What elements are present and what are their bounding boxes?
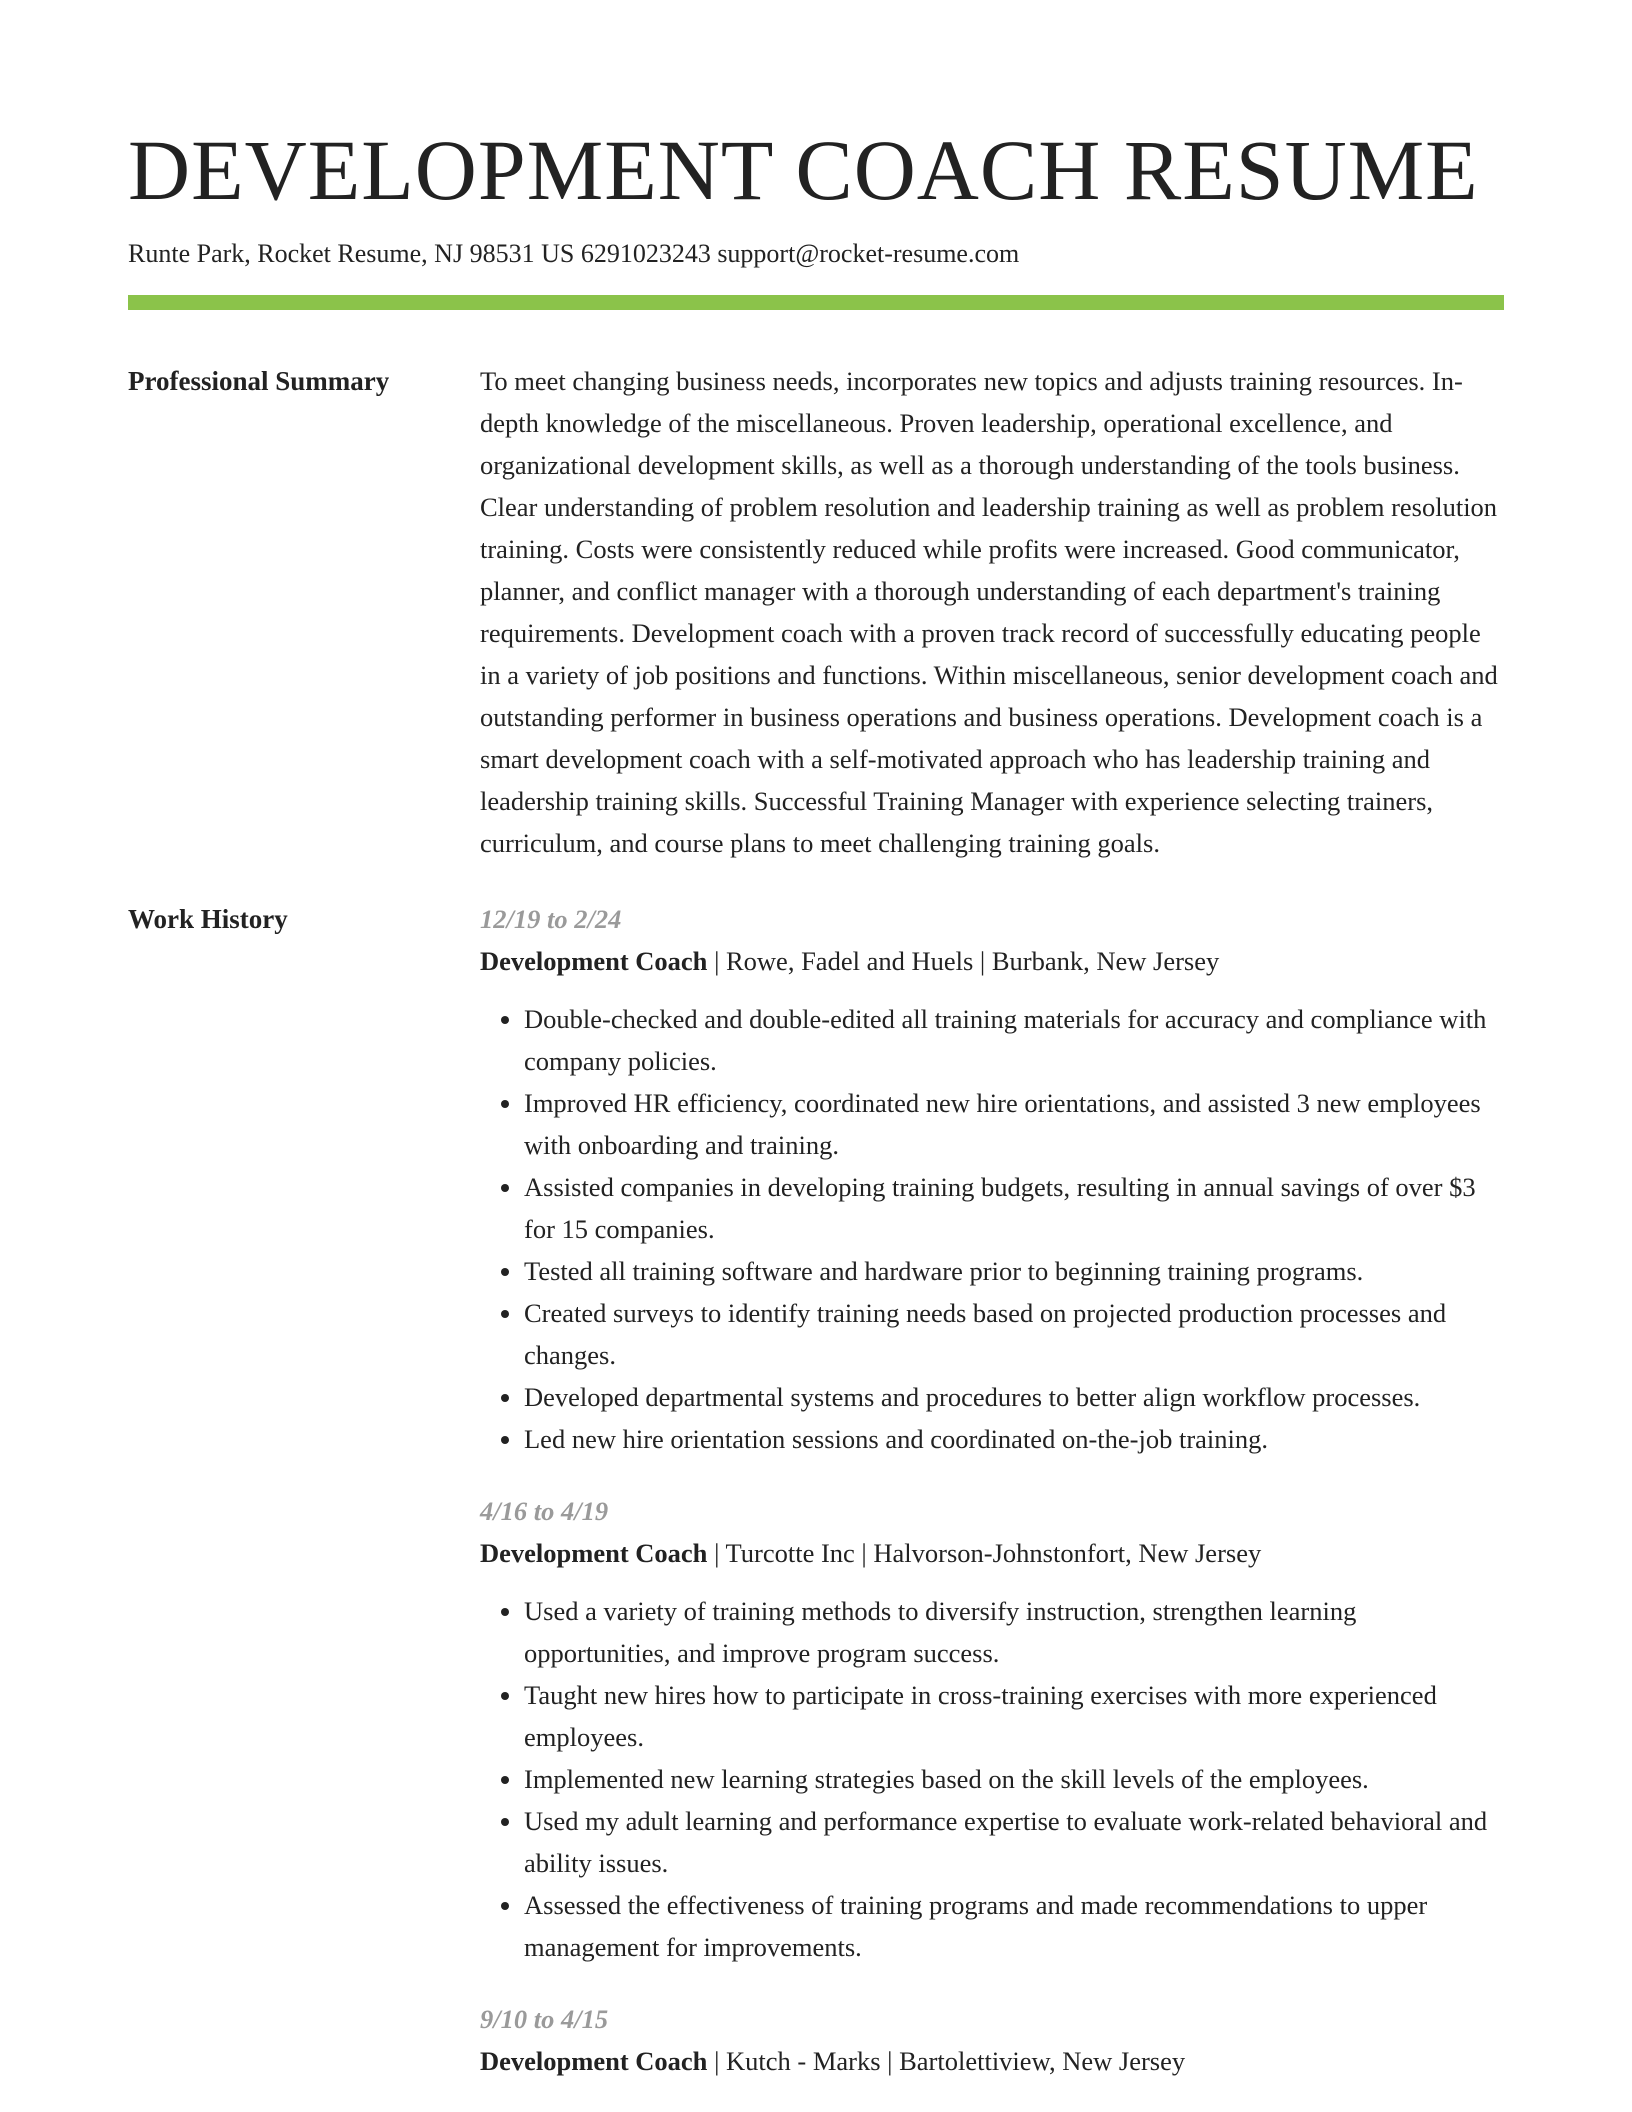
work-history-section	[128, 898, 1504, 2082]
job-duty: • Led new hire orientation sessions and coordinated on-the-job training.	[524, 1418, 1504, 1460]
resume-title: DEVELOPMENT COACH RESUME	[128, 122, 1479, 218]
job-duty: • Implemented new learning strategies based on the skill levels of the employees.	[524, 1758, 1504, 1800]
contact-email: support@rocket-resume.com	[717, 239, 1020, 268]
job-duty: • Tested all training software and hardware prior to beginning training programs.	[524, 1250, 1504, 1292]
job-duty: • Taught new hires how to participate in cross-training exercises with more experienced employees.	[524, 1674, 1504, 1758]
job-title: Development Coach	[480, 1538, 708, 1568]
job-details: | Kutch - Marks | Bartolettiview, New Jersey	[707, 2046, 1186, 2076]
job-duty: • Used my adult learning and performance expertise to evaluate work-related behavioral and ability issues.	[524, 1800, 1504, 1884]
job-heading	[480, 1532, 1504, 1574]
job-title: Development Coach	[480, 946, 708, 976]
job-duty: • Created surveys to identify training needs based on projected production processes and changes.	[524, 1292, 1504, 1376]
job-duties-list	[480, 1590, 1504, 1968]
contact-line	[128, 236, 1504, 272]
job-heading	[480, 2040, 1504, 2082]
summary-text: To meet changing business needs, incorporates new topics and adjusts training resources. In-depth knowledge of the miscellaneous. Proven leadership, operational excellence, and organizational development skills, as well as a thorough understanding of the tools business. Clear understanding of problem resolution and leadership training as well as problem resolution training. Costs were consistently reduced while profits were increased. Good communicator, planner, and conflict manager with a thorough understanding of each department's training requirements. Development coach with a proven track record of successfully educating people in a variety of job positions and functions. Within miscellaneous, senior development coach and outstanding performer in business operations and business operations. Development coach is a smart development coach with a self-motivated approach who has leadership training and leadership training skills. Successful Training Manager with experience selecting trainers, curriculum, and course plans to meet challenging training goals.	[480, 366, 1498, 858]
job-title: Development Coach	[480, 2046, 708, 2076]
job-entry	[480, 898, 1504, 1460]
job-duty: • Assessed the effectiveness of training programs and made recommendations to upper management for improvements.	[524, 1884, 1504, 1968]
job-duty: • Double-checked and double-edited all training materials for accuracy and compliance with company policies.	[524, 998, 1504, 1082]
work-history-label: Work History	[128, 904, 288, 934]
job-entry	[480, 1490, 1504, 1968]
job-details: | Turcotte Inc | Halvorson-Johnstonfort, New Jersey	[707, 1538, 1262, 1568]
job-duty: • Used a variety of training methods to diversify instruction, strengthen learning opportunities, and improve program success.	[524, 1590, 1504, 1674]
header-divider	[128, 295, 1504, 310]
job-dates: 12/19 to 2/24	[480, 904, 622, 934]
job-duty: • Assisted companies in developing training budgets, resulting in annual savings of over $3 for 15 companies.	[524, 1166, 1504, 1250]
work-history-body	[480, 898, 1504, 2082]
job-duty: • Improved HR efficiency, coordinated new hire orientations, and assisted 3 new employees with onboarding and training.	[524, 1082, 1504, 1166]
contact-address: Runte Park, Rocket Resume, NJ 98531 US	[128, 239, 575, 268]
job-dates: 9/10 to 4/15	[480, 2004, 609, 2034]
summary-section	[128, 360, 1504, 864]
job-heading	[480, 940, 1504, 982]
contact-phone: 6291023243	[580, 239, 711, 268]
job-details: | Rowe, Fadel and Huels | Burbank, New Jersey	[707, 946, 1220, 976]
job-entry	[480, 1998, 1504, 2082]
job-duty: • Developed departmental systems and procedures to better align workflow processes.	[524, 1376, 1504, 1418]
summary-label: Professional Summary	[128, 366, 390, 396]
job-dates: 4/16 to 4/19	[480, 1496, 609, 1526]
job-duties-list	[480, 998, 1504, 1460]
